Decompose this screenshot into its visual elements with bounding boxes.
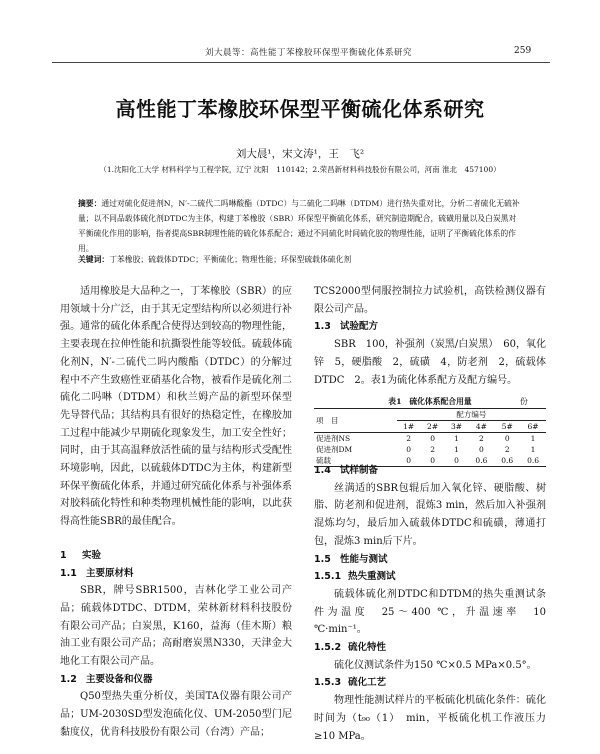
paper-title: 高性能丁苯橡胶环保型平衡硫化体系研究: [115, 97, 485, 121]
page-number: 259: [514, 46, 532, 56]
keywords: [78, 254, 523, 265]
table-group-header: 配方编号: [397, 409, 546, 421]
subsection-heading: 1.5.2 硫化特性: [314, 642, 387, 654]
table-cell: 2: [504, 445, 510, 454]
authors: 刘大晨¹，宋文涛¹，王 飞²: [235, 148, 365, 160]
abstract-label: 摘要：: [78, 199, 102, 208]
table-cell: 2: [479, 434, 484, 443]
tga-paragraph: 硫载体硫化剂DTDC和DTDM的热失重测试条件为温度 25～400 ℃，升温速率 10 ℃·min⁻¹。: [314, 588, 546, 636]
table-unit: 份: [520, 397, 528, 406]
table-cell: 2: [406, 434, 412, 443]
right-column-bottom: [314, 462, 546, 745]
table-col-header: 6#: [520, 421, 546, 433]
subsection-heading: 1.1 主要原材料: [60, 567, 134, 579]
cure-paragraph: 硫化仪测试条件为150 ℃×0.5 MPa×0.5°。: [334, 659, 537, 671]
keywords-label: 关键词：: [78, 255, 110, 264]
subsection-heading: 1.2 主要设备和仪器: [60, 673, 153, 685]
table-row: [314, 433, 546, 445]
subsection-heading: 1.5.1 热失重测试: [314, 571, 396, 583]
table-caption: 表1 硫化体系配合用量: [388, 397, 472, 406]
table-cell: 1: [530, 434, 536, 443]
table-cell: 1: [530, 445, 536, 454]
table-cell: 0.6: [494, 455, 520, 467]
table-cell: 0: [445, 455, 469, 467]
affiliation: （1.沈阳化工大学 材料科学与工程学院，辽宁 沈阳 110142；2.荣昌新材料科技股份有限公司，河南 淮北 457100）: [99, 165, 501, 174]
header-rule: [52, 62, 550, 63]
equipment-paragraph-cont: TCS2000型伺服控制拉力试验机，高铁检测仪器有限公司产品。: [314, 286, 546, 315]
table-cell: 2: [430, 445, 435, 454]
table-cell: 0: [430, 434, 435, 443]
table-cell: 0: [406, 445, 412, 454]
subsection-heading: 1.5 性能与测试: [314, 553, 388, 565]
table-col-header: 2#: [421, 421, 445, 433]
table-cell: 0: [479, 445, 484, 454]
abstract: [78, 196, 523, 256]
right-column-top: [314, 283, 546, 389]
subsection-heading: 1.3 试验配方: [314, 321, 379, 333]
table-col-header: 4#: [468, 421, 494, 433]
abstract-text: 通过对硫化促进剂N，N′-二硫代二吗啉酸酯（DTDC）与二硫化二吗啉（DTDM）进行热失重对比，分析二者硫化无硫补量；以不同品载体硫化剂DTDC为主体，构建丁苯橡胶（SBR）环保型平衡硫化体系，研究制造期配合，硫磺用量以及白炭黑对平衡硫化作用的影响，指者提高SBR制理性能的硫化体系配合；通过不同硫化时间硫化胶的物理性能，证明了平衡硫化体系的作用。: [78, 199, 520, 253]
table-row-label: 促进剂DM: [316, 445, 353, 454]
table-cell: 0.6: [520, 455, 546, 467]
table-row-label: 促进剂NS: [316, 434, 351, 443]
table-row: [314, 444, 546, 455]
formula-paragraph: SBR 100，补强剂（炭黑/白炭黑） 60，氧化锌 5，硬脂酸 2，硫磺 4，防老剂 2，硫载体DTDC 2。表1为硫化体系配方及配方编号。: [314, 339, 546, 386]
subsection-heading: 1.4 试样制备: [314, 465, 379, 476]
formula-table: [314, 408, 546, 467]
table-col-header: 5#: [494, 421, 520, 433]
process-paragraph: 物理性能测试样片的平板硫化机硫化条件：硫化时间为（t₉₀（1） min，平板硫化机工作液压力≥10 MPa。: [314, 695, 546, 742]
intro-paragraph: 适用橡胶是大品种之一，丁苯橡胶（SBR）的应用领域十分广泛，由于其无定型结构所以必须进行补强。通常的硫化体系配合使得达到较高的物理性能，主要表现在拉伸性能和抗撕裂性能等较低。硫载体硫化剂N，N′-二硫代二吗内酸酯（DTDC）的分解过程中不产生致癌性亚硝基化合物，被看作是硫化剂二硫化二吗啉（DTDM）和秋兰姆产品的新型环保型先导替代品；其结构具有很好的热稳定性，在橡胶加工过程中能减少早期硫化现象发生，加工安全性好；同时，由于其高温释放活性硫的量与结构形式受配性环境影响，因此，以硫载体DTDC为主体，构建新型环保平衡硫化体系，并通过研究硫化体系与补强体系对胶料硫化特性和种类物理机械性能的影响，以此获得高性能SBR的最佳配合。: [60, 286, 292, 528]
table-cell: 0: [504, 434, 510, 443]
table-cell: 1: [454, 445, 459, 454]
sample-prep-paragraph: 丝满适的SBR包辊后加入氧化锌、硬脂酸、树脂、防老剂和促进剂，混炼3 min，然后加入补强剂混炼均匀，最后加入硫载体DTDC和硫磺，薄通打包，混炼3 min后下片。: [314, 482, 546, 547]
table-row-header: 项 目: [314, 409, 397, 433]
table-cell: 0: [421, 455, 445, 467]
materials-paragraph: SBR，牌号SBR1500，吉林化学工业公司产品；硫载体DTDC、DTDM，荣林新材料科技股份有限公司产品；白炭黑，K160，益海（佳木斯）粮油工业有限公司产品；高耐磨炭黑N330，天津金大地化工有限公司产品。: [60, 585, 292, 668]
table-col-header: 3#: [445, 421, 469, 433]
running-header: 刘大晨等：高性能丁苯橡胶环保型平衡硫化体系研究: [205, 48, 413, 58]
left-column: [60, 283, 292, 742]
table-cell: 1: [454, 434, 459, 443]
equipment-paragraph: Q50型热失重分析仪，美国TA仪器有限公司产品；UM-2030SD型发泡硫化仪、UM-2050型门尼黏度仪，优肯科技股份有限公司（台湾）产品；: [60, 691, 292, 738]
table-cell: 0: [397, 455, 421, 467]
subsection-heading: 1.5.3 硫化工艺: [314, 677, 387, 689]
keywords-text: 丁苯橡胶；硫载体DTDC；平衡硫化；物理性能；环保型硫载体硫化剂: [109, 255, 352, 264]
section-heading: 1 实验: [60, 549, 102, 561]
table-row-label: 硫载: [314, 455, 397, 467]
table-cell: 0.6: [468, 455, 494, 467]
table-col-header: 1#: [397, 421, 421, 433]
